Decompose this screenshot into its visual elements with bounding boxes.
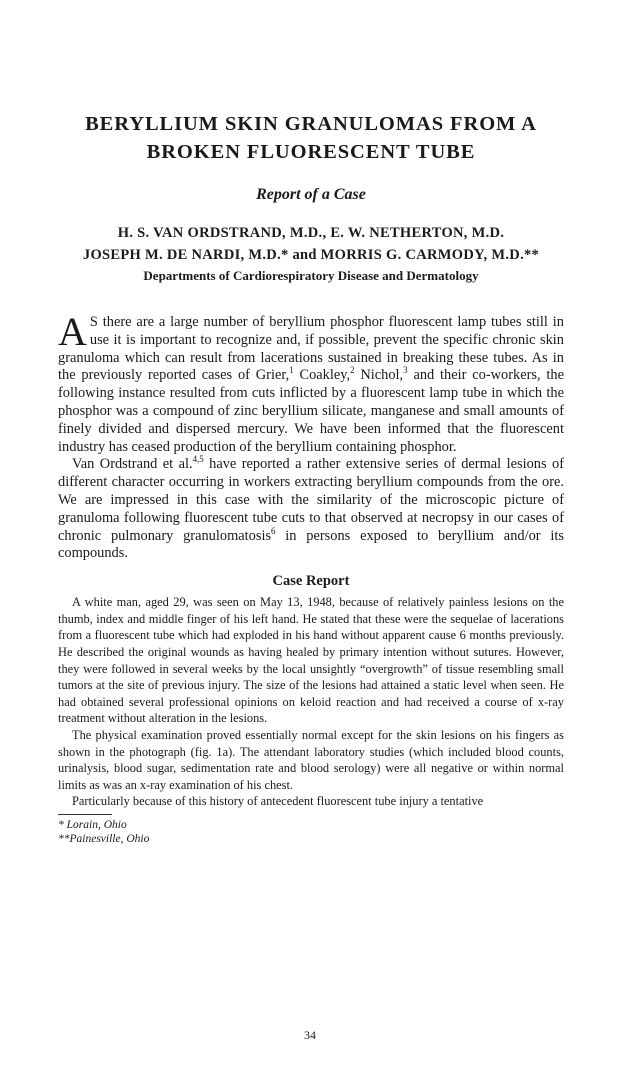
drop-cap: A [58,309,87,354]
title-line-1: BERYLLIUM SKIN GRANULOMAS FROM A [85,113,537,135]
affiliation: Departments of Cardiorespiratory Disease and Dermatology [143,268,479,283]
case-paragraph-3: Particularly because of this history of antecedent fluorescent tube injury a tentative [72,794,484,809]
article-subtitle: Report of a Case [256,186,366,203]
case-paragraph-2: The physical examination proved essentially normal except for the skin lesions on his fingers as shown in the photograph (fig. 1a). The attendant laboratory studies (which included blood counts, urinalysis, blood sugar, sedimentation rate and blood serology) were all negative or within normal limits as was an x-ray examination of his chest. [58,727,564,792]
ref-marker: 2 [350,365,355,376]
authors-line-2: JOSEPH M. DE NARDI, M.D.* and MORRIS G. CARMODY, M.D.** [82,247,540,263]
footnote-1: * Lorain, Ohio [58,818,127,831]
ref-marker: 3 [403,365,408,376]
footnote-2: **Painesville, Ohio [58,833,150,846]
intro-paragraph: A S there are a large number of beryllium phosphor fluorescent lamp tubes still in use it is important to recognize and, if possible, prevent the specific chronic skin granuloma which can result from lacerations sustained in breaking these tubes. As in the previously reported cases of Grier,$^1$ Coakley,$^2$ Nichol,$^3$ and their co-workers, the following instance resulted from cuts inflicted by a fluorescent lamp tube in which the phosphor was a compound of zinc beryllium silicate, manganese and small amounts of finely divided and dispersed mercury. We have been informed that the fluorescent industry has ceased production of the beryllium containing phosphor. [58,309,565,455]
second-paragraph: Van Ordstrand et al.$^{4,5}$ have reported a rather extensive series of dermal lesions of different character occurring in workers extracting beryllium compounds from the ore. We are impressed in this case with the similarity of the microscopic picture of granuloma following fluorescent tube cuts to that observed at necropsy in our cases of chronic pulmonary granulomatosis$^6$ in persons exposed to beryllium and/or its compounds. [58,454,564,562]
page-number: 34 [304,1028,316,1042]
title-line-2: BROKEN FLUORESCENT TUBE [146,141,476,163]
ref-marker: 6 [271,525,276,536]
journal-page [0,110,620,1069]
case-paragraph-1: A white man, aged 29, was seen on May 13, 1948, because of relatively painless lesions on the thumb, index and middle finger of his left hand. He stated that these were the sequelae of lacerations from a fluorescent tube which had exploded in his hand without apparent cause 6 months previously. He described the original wounds as having healed by primary intention without sutures. However, they were followed in several weeks by the local unsightly “overgrowth” of tissue resembling small tumors at the site of previous injury. The size of the lesions had attained a static level when seen. He had obtained several professional opinions on keloid reaction and had received a course of x-ray treatment without alteration in the lesions. [58,595,564,726]
footnote-rule [58,814,112,815]
section-heading-case-report: Case Report [272,573,350,590]
ref-marker: 4,5 [192,454,204,465]
article-title [58,110,564,166]
author-list [58,222,564,266]
authors-line-1: H. S. VAN ORDSTRAND, M.D., E. W. NETHERTON, M.D. [117,225,505,241]
ref-marker: 1 [289,365,294,376]
